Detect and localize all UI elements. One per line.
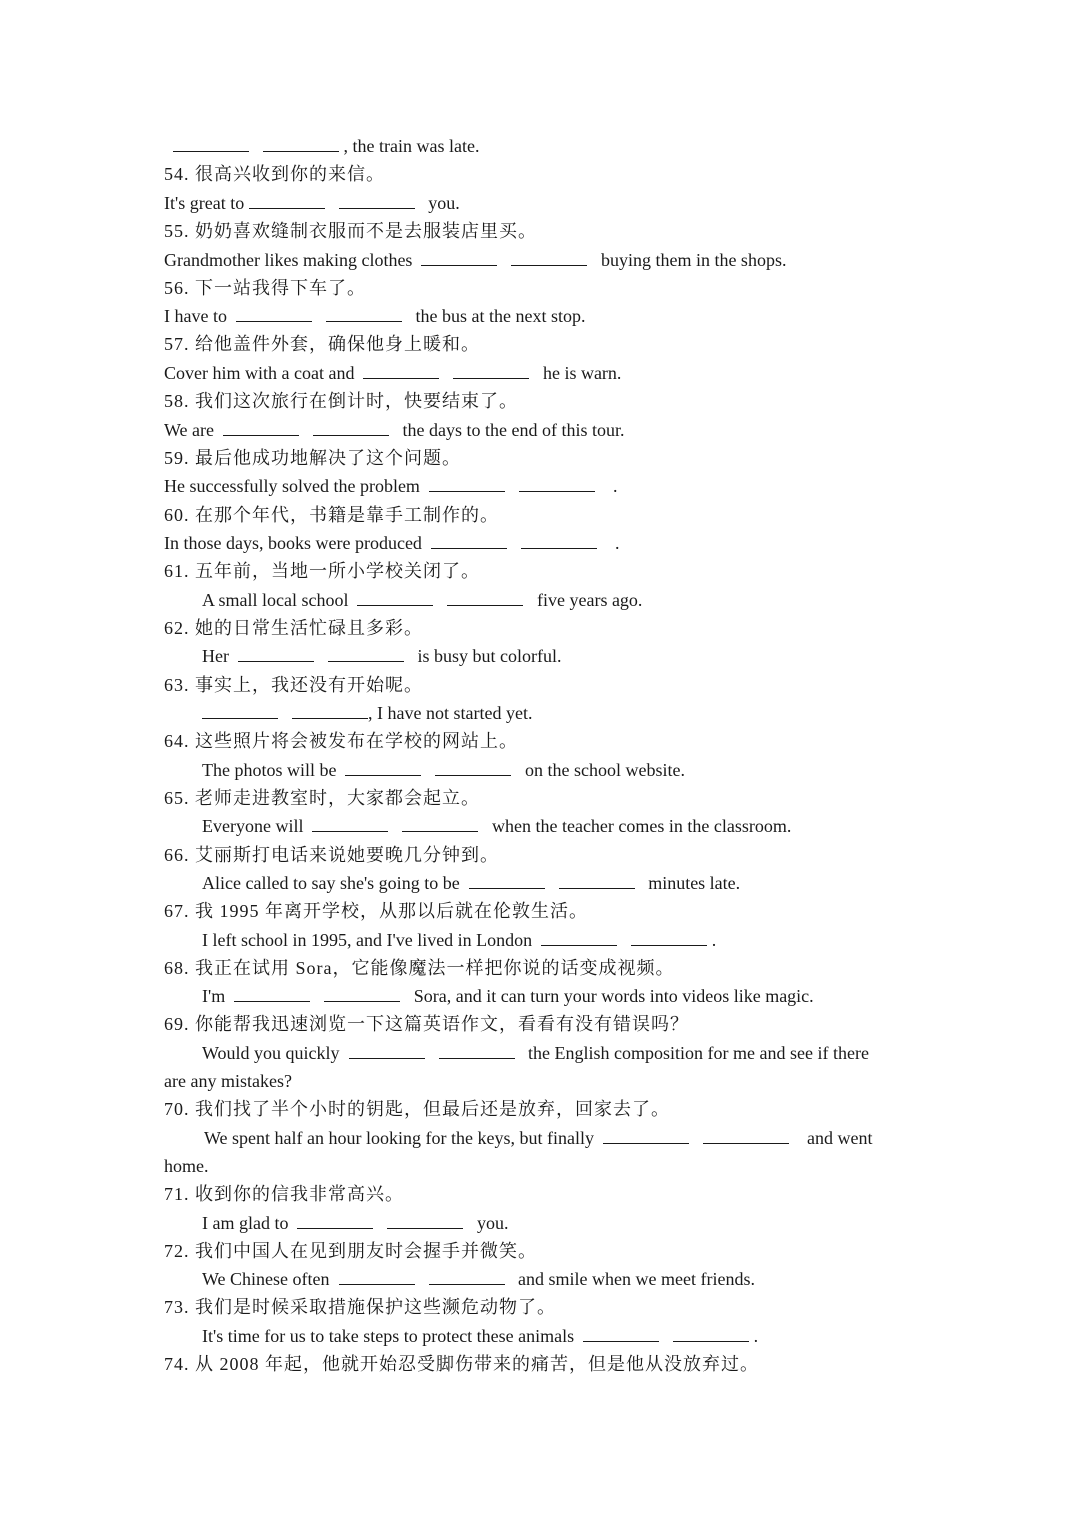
answer-line-65 (202, 815, 791, 837)
sentence-text: It's great to (164, 193, 245, 213)
chinese-prompt: 下一站我得下车了。 (195, 278, 366, 298)
answer-blank[interactable] (202, 703, 278, 719)
question-number: 56. (164, 278, 190, 298)
answer-blank[interactable] (238, 646, 314, 662)
answer-blank[interactable] (324, 986, 400, 1002)
answer-blank[interactable] (249, 193, 325, 209)
sentence-text: Her (202, 646, 229, 666)
answer-line-70-continued (164, 1155, 209, 1177)
sentence-text: when the teacher comes in the classroom. (491, 816, 792, 836)
answer-blank[interactable] (673, 1326, 749, 1342)
answer-blank[interactable] (387, 1213, 463, 1229)
sentence-text: and went (806, 1128, 873, 1148)
answer-blank[interactable] (173, 136, 249, 152)
answer-line-69 (202, 1042, 869, 1064)
question-55 (164, 220, 537, 242)
question-number: 73. (164, 1297, 190, 1317)
answer-blank[interactable] (363, 363, 439, 379)
chinese-prompt: 事实上，我还没有开始呢。 (195, 675, 423, 695)
sentence-text: He successfully solved the problem (164, 476, 420, 496)
question-72 (164, 1240, 537, 1262)
question-number: 72. (164, 1241, 190, 1261)
question-number: 69. (164, 1014, 190, 1034)
sentence-text: I'm (202, 986, 226, 1006)
chinese-prompt: 老师走进教室时，大家都会起立。 (195, 788, 480, 808)
question-number: 60. (164, 505, 190, 525)
answer-blank[interactable] (328, 646, 404, 662)
sentence-text: you. (428, 193, 460, 213)
question-57 (164, 333, 480, 355)
chinese-prompt: 我 1995 年离开学校，从那以后就在伦敦生活。 (195, 901, 588, 921)
chinese-prompt: 很高兴收到你的来信。 (195, 164, 385, 184)
chinese-prompt: 五年前，当地一所小学校关闭了。 (195, 561, 480, 581)
question-58 (164, 390, 518, 412)
question-56 (164, 277, 366, 299)
chinese-prompt: 艾丽斯打电话来说她要晚几分钟到。 (195, 845, 499, 865)
answer-line-59 (164, 475, 617, 497)
sentence-text: is busy but colorful. (417, 646, 562, 666)
chinese-prompt: 最后他成功地解决了这个问题。 (195, 448, 461, 468)
answer-blank[interactable] (297, 1213, 373, 1229)
question-number: 63. (164, 675, 190, 695)
sentence-text: It's time for us to take steps to protect these animals (202, 1326, 575, 1346)
chinese-prompt: 从 2008 年起，他就开始忍受脚伤带来的痛苦，但是他从没放弃过。 (195, 1354, 759, 1374)
question-number: 66. (164, 845, 190, 865)
sentence-text: . (612, 476, 618, 496)
question-54 (164, 163, 385, 185)
answer-line-68 (202, 985, 814, 1007)
answer-blank[interactable] (345, 760, 421, 776)
answer-blank[interactable] (541, 930, 617, 946)
answer-blank[interactable] (511, 250, 587, 266)
answer-blank[interactable] (521, 533, 597, 549)
question-number: 59. (164, 448, 190, 468)
answer-blank[interactable] (519, 476, 595, 492)
answer-blank[interactable] (603, 1128, 689, 1144)
answer-blank[interactable] (292, 703, 368, 719)
answer-blank[interactable] (234, 986, 310, 1002)
answer-blank[interactable] (439, 1043, 515, 1059)
sentence-text: . (711, 930, 717, 950)
chinese-prompt: 我们是时候采取措施保护这些濒危动物了。 (195, 1297, 556, 1317)
chinese-prompt: 给他盖件外套，确保他身上暖和。 (195, 334, 480, 354)
answer-blank[interactable] (312, 816, 388, 832)
sentence-text: the bus at the next stop. (415, 306, 586, 326)
sentence-text: Everyone will (202, 816, 304, 836)
answer-blank[interactable] (223, 420, 299, 436)
answer-line-55 (164, 249, 786, 271)
answer-line-64 (202, 759, 685, 781)
answer-blank[interactable] (469, 873, 545, 889)
answer-blank[interactable] (431, 533, 507, 549)
answer-blank[interactable] (263, 136, 339, 152)
question-68 (164, 957, 675, 979)
sentence-text: A small local school (202, 590, 349, 610)
question-number: 65. (164, 788, 190, 808)
sentence-text: Sora, and it can turn your words into videos like magic. (413, 986, 814, 1006)
sentence-text: . (753, 1326, 759, 1346)
sentence-text: and smile when we meet friends. (518, 1269, 755, 1289)
sentence-text: five years ago. (536, 590, 643, 610)
answer-blank[interactable] (402, 816, 478, 832)
question-number: 74. (164, 1354, 190, 1374)
answer-blank[interactable] (349, 1043, 425, 1059)
question-59 (164, 447, 461, 469)
answer-blank[interactable] (429, 476, 505, 492)
question-number: 62. (164, 618, 190, 638)
question-61 (164, 560, 480, 582)
question-number: 68. (164, 958, 190, 978)
chinese-prompt: 我们这次旅行在倒计时，快要结束了。 (195, 391, 518, 411)
sentence-text: minutes late. (648, 873, 741, 893)
answer-blank[interactable] (583, 1326, 659, 1342)
answer-line-69-continued (164, 1070, 292, 1092)
answer-line-66 (202, 872, 740, 894)
answer-blank[interactable] (236, 306, 312, 322)
sentence-text: he is warn. (542, 363, 622, 383)
sentence-text: I am glad to (202, 1213, 289, 1233)
chinese-prompt: 收到你的信我非常高兴。 (195, 1184, 404, 1204)
chinese-prompt: 在那个年代，书籍是靠手工制作的。 (195, 505, 499, 525)
question-74 (164, 1353, 759, 1375)
question-64 (164, 730, 518, 752)
answer-blank[interactable] (357, 590, 433, 606)
answer-blank[interactable] (339, 1269, 415, 1285)
answer-line-54 (164, 192, 460, 214)
sentence-text: on the school website. (524, 760, 685, 780)
chinese-prompt: 她的日常生活忙碌且多彩。 (195, 618, 423, 638)
question-number: 57. (164, 334, 190, 354)
question-69 (164, 1013, 689, 1035)
answer-line-73 (202, 1325, 758, 1347)
sentence-text: home. (164, 1156, 209, 1176)
answer-blank[interactable] (435, 760, 511, 776)
sentence-text: the days to the end of this tour. (402, 420, 625, 440)
question-number: 71. (164, 1184, 190, 1204)
question-65 (164, 787, 480, 809)
chinese-prompt: 我们找了半个小时的钥匙，但最后还是放弃，回家去了。 (195, 1099, 670, 1119)
answer-blank[interactable] (421, 250, 497, 266)
question-70 (164, 1098, 670, 1120)
question-66 (164, 844, 499, 866)
question-number: 55. (164, 221, 190, 241)
answer-line-63 (202, 702, 532, 724)
answer-line-72 (202, 1268, 755, 1290)
question-73 (164, 1296, 556, 1318)
answer-line-71 (202, 1212, 508, 1234)
sentence-text: Cover him with a coat and (164, 363, 355, 383)
question-number: 64. (164, 731, 190, 751)
answer-line-62 (202, 645, 561, 667)
question-63 (164, 674, 423, 696)
sentence-text: I left school in 1995, and I've lived in London (202, 930, 533, 950)
question-71 (164, 1183, 404, 1205)
question-67 (164, 900, 588, 922)
question-number: 67. (164, 901, 190, 921)
sentence-text: , the train was late. (343, 136, 480, 156)
answer-blank[interactable] (326, 306, 402, 322)
chinese-prompt: 你能帮我迅速浏览一下这篇英语作文，看看有没有错误吗？ (195, 1014, 689, 1034)
answer-line-53 (173, 135, 479, 157)
question-number: 54. (164, 164, 190, 184)
sentence-text: I have to (164, 306, 227, 326)
answer-blank[interactable] (339, 193, 415, 209)
answer-blank[interactable] (447, 590, 523, 606)
sentence-text: We spent half an hour looking for the keys, but finally (204, 1128, 594, 1148)
sentence-text: In those days, books were produced (164, 533, 422, 553)
answer-line-61 (202, 589, 642, 611)
sentence-text: We Chinese often (202, 1269, 330, 1289)
question-60 (164, 504, 499, 526)
answer-line-70 (204, 1127, 872, 1149)
sentence-text: buying them in the shops. (600, 250, 787, 270)
sentence-text: , I have not started yet. (368, 703, 533, 723)
sentence-text: The photos will be (202, 760, 337, 780)
sentence-text: Alice called to say she's going to be (202, 873, 460, 893)
question-number: 70. (164, 1099, 190, 1119)
question-number: 61. (164, 561, 190, 581)
answer-line-67 (202, 929, 716, 951)
answer-line-56 (164, 305, 585, 327)
answer-line-58 (164, 419, 624, 441)
chinese-prompt: 我们中国人在见到朋友时会握手并微笑。 (195, 1241, 537, 1261)
chinese-prompt: 我正在试用 Sora，它能像魔法一样把你说的话变成视频。 (195, 958, 675, 978)
answer-blank[interactable] (313, 420, 389, 436)
sentence-text: the English composition for me and see if there (528, 1043, 869, 1063)
sentence-text: . (614, 533, 620, 553)
answer-line-57 (164, 362, 621, 384)
answer-blank[interactable] (453, 363, 529, 379)
question-62 (164, 617, 423, 639)
answer-blank[interactable] (429, 1269, 505, 1285)
sentence-text: Grandmother likes making clothes (164, 250, 413, 270)
sentence-text: you. (476, 1213, 509, 1233)
answer-blank[interactable] (631, 930, 707, 946)
sentence-text: are any mistakes? (164, 1071, 292, 1091)
chinese-prompt: 奶奶喜欢缝制衣服而不是去服装店里买。 (195, 221, 537, 241)
answer-blank[interactable] (559, 873, 635, 889)
answer-blank[interactable] (703, 1128, 789, 1144)
chinese-prompt: 这些照片将会被发布在学校的网站上。 (195, 731, 518, 751)
question-number: 58. (164, 391, 190, 411)
sentence-text: Would you quickly (202, 1043, 340, 1063)
sentence-text: We are (164, 420, 215, 440)
answer-line-60 (164, 532, 619, 554)
